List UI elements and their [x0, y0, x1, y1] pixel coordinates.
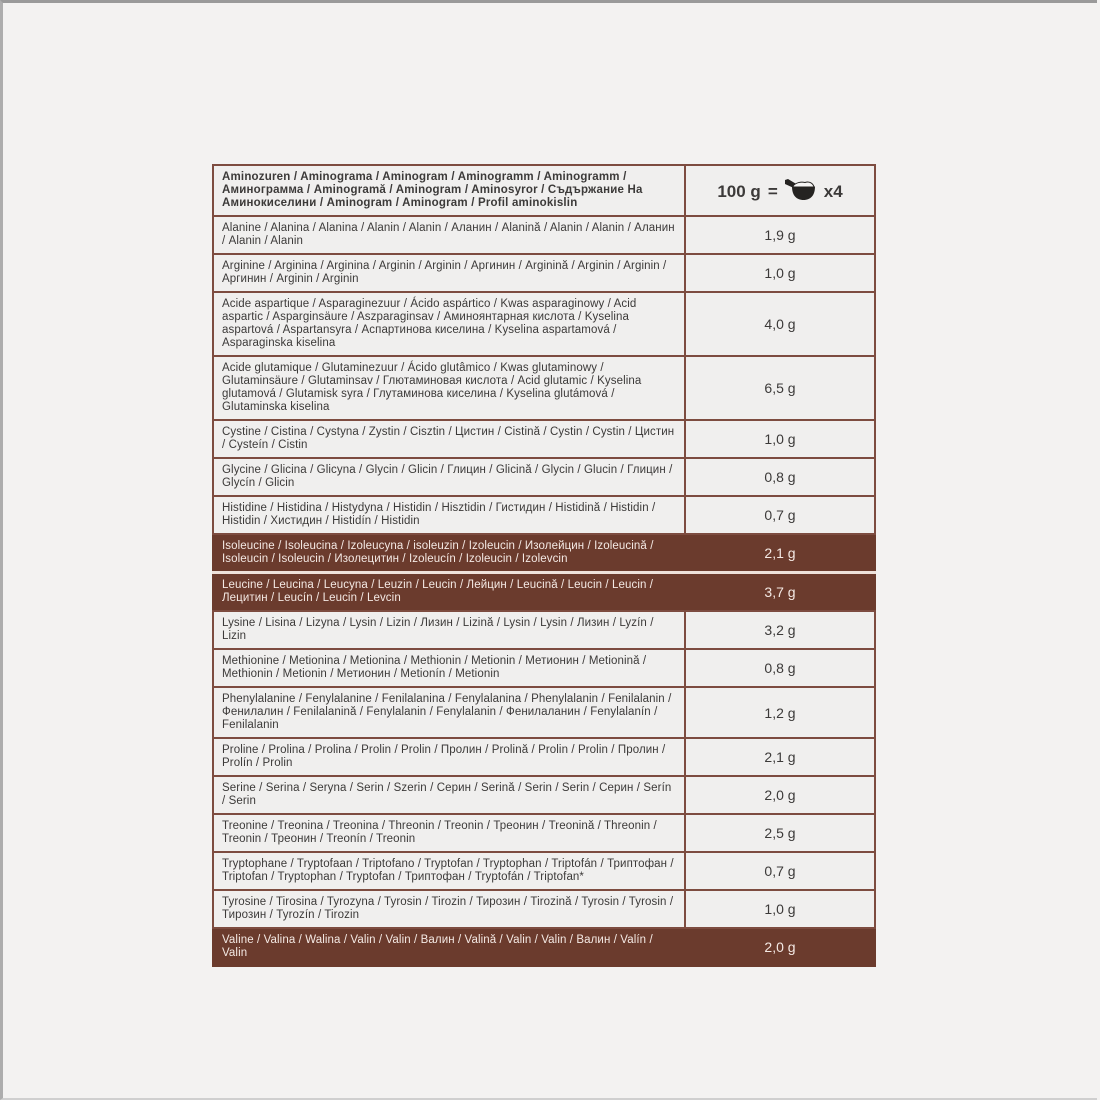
- table-row: [213, 852, 875, 890]
- amino-value: 1,0 g: [685, 420, 875, 458]
- amino-names: Valine / Valina / Walina / Valin / Valin / Валин / Valină / Valin / Valin / Валин / Valín / Valin: [213, 928, 685, 966]
- serving-amount: 100 g: [717, 181, 761, 201]
- table-row: [213, 890, 875, 928]
- table-row: [213, 254, 875, 292]
- amino-value: 1,9 g: [685, 216, 875, 254]
- equals-sign: =: [767, 181, 778, 201]
- table-row: [213, 534, 875, 573]
- table-row: [213, 216, 875, 254]
- amino-value: 2,0 g: [685, 776, 875, 814]
- serving-cell: [685, 165, 875, 216]
- aminogram-table: [212, 164, 874, 967]
- amino-names: Phenylalanine / Fenylalanine / Fenilalanina / Fenylalanina / Phenylalanin / Fenilalanin / Фенилалин / Fenilalanină / Fenylalanin / Fenylalanin / Фенилаланин / Fenylalanín / Fenilalanin: [213, 687, 685, 738]
- amino-value: 6,5 g: [685, 356, 875, 420]
- amino-names: Arginine / Arginina / Arginina / Arginin / Arginin / Аргинин / Arginină / Arginin / Arginin / Аргинин / Arginin / Arginin: [213, 254, 685, 292]
- amino-names: Tyrosine / Tirosina / Tyrozyna / Tyrosin / Tirozin / Тирозин / Tirozină / Tyrosin / Tyrosin / Тирозин / Tyrozín / Tirozin: [213, 890, 685, 928]
- aminogram-title: Aminozuren / Aminograma / Aminogram / Aminogramm / Aminogramm / Аминограмма / Aminogramă / Aminogram / Aminosyror / Съдържание На Аминокиселини / Aminogram / Aminogram / Profil aminokislin: [213, 165, 685, 216]
- amino-names: Glycine / Glicina / Glicyna / Glycin / Glicin / Глицин / Glicină / Glycin / Glucin / Глицин / Glycín / Glicin: [213, 458, 685, 496]
- amino-names: Methionine / Metionina / Metionina / Methionin / Metionin / Метионин / Metionină / Methionin / Metionin / Метионин / Metionín / Metionin: [213, 649, 685, 687]
- amino-names: Serine / Serina / Seryna / Serin / Szerin / Серин / Serină / Serin / Serin / Серин / Serín / Serin: [213, 776, 685, 814]
- amino-value: 1,0 g: [685, 254, 875, 292]
- amino-names: Treonine / Treonina / Treonina / Threonin / Treonin / Треонин / Treonină / Threonin / Treonin / Треонин / Treonín / Treonin: [213, 814, 685, 852]
- serving-multiplier: x4: [823, 181, 843, 201]
- amino-names: Isoleucine / Isoleucina / Izoleucyna / isoleuzin / Izoleucin / Изолейцин / Izoleucină / Isoleucin / Isoleucin / Изолецитин / Izoleucín / Izoleucin / Izolevcin: [213, 534, 685, 573]
- amino-value: 3,2 g: [685, 611, 875, 649]
- table-row: [213, 776, 875, 814]
- table-row: [213, 738, 875, 776]
- table-row: [213, 458, 875, 496]
- amino-names: Histidine / Histidina / Histydyna / Histidin / Hisztidin / Гистидин / Histidină / Histidin / Histidin / Хистидин / Histidín / Histidin: [213, 496, 685, 534]
- amino-names: Acide glutamique / Glutaminezuur / Ácido glutâmico / Kwas glutaminowy / Glutaminsäure / Glutaminsav / Глютаминовая кислота / Acid glutamic / Kyselina glutamová / Glutamisk syra / Глутаминова киселина / Kyselina glutámová / Glutaminska kiselina: [213, 356, 685, 420]
- table-row: [213, 420, 875, 458]
- amino-value: 0,7 g: [685, 496, 875, 534]
- amino-names: Lysine / Lisina / Lizyna / Lysin / Lizin / Лизин / Lizină / Lysin / Lysin / Лизин / Lyzín / Lizin: [213, 611, 685, 649]
- table-row: [213, 687, 875, 738]
- amino-value: 1,2 g: [685, 687, 875, 738]
- amino-value: 1,0 g: [685, 890, 875, 928]
- amino-names: Cystine / Cistina / Cystyna / Zystin / Cisztin / Цистин / Cistină / Cystin / Cystin / Цистин / Cysteín / Cistin: [213, 420, 685, 458]
- amino-table-body: [213, 216, 875, 966]
- table-header-row: [213, 165, 875, 216]
- amino-names: Proline / Prolina / Prolina / Prolin / Prolin / Пролин / Prolină / Prolin / Prolin / Пролин / Prolín / Prolin: [213, 738, 685, 776]
- table-row: [213, 496, 875, 534]
- amino-names: Alanine / Alanina / Alanina / Alanin / Alanin / Аланин / Alanină / Alanin / Alanin / Аланин / Alanin / Alanin: [213, 216, 685, 254]
- amino-value: 2,5 g: [685, 814, 875, 852]
- amino-value: 4,0 g: [685, 292, 875, 356]
- amino-value: 0,8 g: [685, 649, 875, 687]
- amino-names: Tryptophane / Tryptofaan / Triptofano / Tryptofan / Tryptophan / Triptofán / Триптофан / Triptofan / Tryptophan / Tryptofan / Триптофан / Tryptofán / Triptofan*: [213, 852, 685, 890]
- amino-value: 2,1 g: [685, 534, 875, 573]
- table-row: [213, 292, 875, 356]
- amino-value: 3,7 g: [685, 573, 875, 612]
- amino-names: Leucine / Leucina / Leucyna / Leuzin / Leucin / Лейцин / Leucină / Leucin / Leucin / Лецитин / Leucín / Leucin / Levcin: [213, 573, 685, 612]
- measuring-scoop-icon: [785, 179, 819, 203]
- table-row: [213, 814, 875, 852]
- table-row: [213, 611, 875, 649]
- amino-value: 2,0 g: [685, 928, 875, 966]
- table-row: [213, 928, 875, 966]
- amino-value: 2,1 g: [685, 738, 875, 776]
- amino-value: 0,8 g: [685, 458, 875, 496]
- amino-names: Acide aspartique / Asparaginezuur / Ácido aspártico / Kwas asparaginowy / Acid aspartic / Asparginsäure / Aszparaginsav / Аминоянтарная кислота / Kyselina aspartová / Aspartansyra / Аспартинова киселина / Kyselina aspartamová / Asparaginska kiselina: [213, 292, 685, 356]
- amino-value: 0,7 g: [685, 852, 875, 890]
- table-row: [213, 649, 875, 687]
- table-row: [213, 573, 875, 612]
- table-row: [213, 356, 875, 420]
